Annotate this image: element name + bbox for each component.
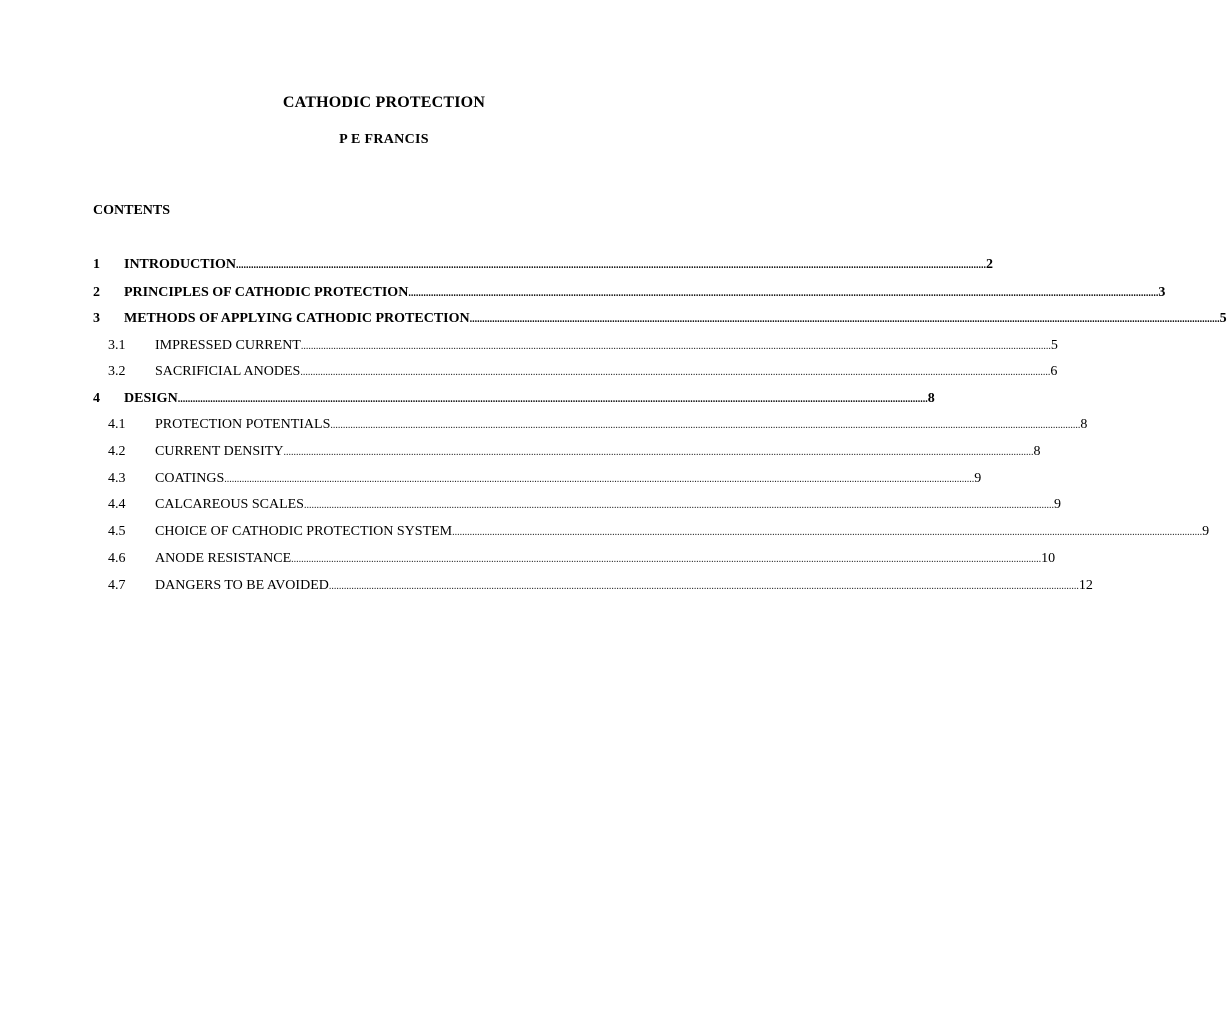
toc-entry[interactable]: [108, 336, 1058, 356]
toc-entry-number: 4.2: [108, 444, 126, 459]
toc-entry-title: IMPRESSED CURRENT: [155, 338, 301, 353]
toc-entry[interactable]: [108, 576, 1093, 596]
toc-entry-page-number: 9: [1053, 497, 1061, 512]
toc-entry[interactable]: [108, 415, 1088, 435]
toc-dot-leader: ............................................................................................................................................................................................................................................................................................................: [291, 554, 1042, 565]
toc-entry-title: PRINCIPLES OF CATHODIC PROTECTION: [124, 285, 409, 300]
toc-entry-page-number: 8: [927, 391, 935, 406]
toc-entry[interactable]: [93, 283, 1166, 303]
toc-dot-leader: ............................................................................................................................................................................................................................................................................................................: [330, 420, 1081, 431]
toc-entry-page-number: 6: [1050, 364, 1058, 379]
toc-entry-number: 4.7: [108, 578, 126, 593]
toc-dot-leader: ............................................................................................................................................................................................................................................................................................................: [236, 260, 987, 271]
toc-entry-title: ANODE RESISTANCE: [155, 551, 292, 566]
toc-entry-page-number: 5: [1050, 338, 1058, 353]
toc-entry[interactable]: [108, 362, 1058, 382]
toc-entry[interactable]: [93, 309, 1227, 329]
toc-dot-leader: ............................................................................................................................................................................................................................................................................................................: [283, 447, 1034, 458]
toc-entry-title: DANGERS TO BE AVOIDED: [155, 578, 329, 593]
toc-entry[interactable]: [108, 495, 1061, 515]
toc-entry-page-number: 9: [974, 471, 982, 486]
toc-entry-title: INTRODUCTION: [124, 257, 237, 272]
toc-entry[interactable]: [108, 549, 1056, 569]
toc-entry-page-number: 8: [1033, 444, 1041, 459]
document-author: P E FRANCIS: [339, 132, 429, 147]
toc-entry-title: CALCAREOUS SCALES: [155, 497, 304, 512]
toc-entry-title: COATINGS: [155, 471, 225, 486]
toc-entry-page-number: 5: [1219, 311, 1227, 326]
toc-entry-number: 3.1: [108, 338, 126, 353]
toc-entry-number: 3.2: [108, 364, 126, 379]
toc-entry-page-number: 3: [1158, 285, 1166, 300]
toc-entry-number: 4.4: [108, 497, 126, 512]
toc-entry-number: 4.3: [108, 471, 126, 486]
toc-entry-page-number: 9: [1202, 524, 1210, 539]
toc-entry-page-number: 10: [1041, 551, 1056, 566]
toc-entry-number: 4.1: [108, 417, 126, 432]
toc-entry[interactable]: [108, 442, 1041, 462]
toc-dot-leader: ............................................................................................................................................................................................................................................................................................................: [224, 474, 975, 485]
toc-entry-number: 3: [93, 311, 100, 326]
toc-dot-leader: ............................................................................................................................................................................................................................................................................................................: [303, 500, 1054, 511]
document-title: CATHODIC PROTECTION: [282, 94, 486, 111]
toc-entry-number: 4.6: [108, 551, 126, 566]
toc-entry-number: 4.5: [108, 524, 126, 539]
toc-entry-title: PROTECTION POTENTIALS: [155, 417, 331, 432]
toc-entry[interactable]: [93, 389, 935, 409]
toc-entry-number: 2: [93, 285, 100, 300]
toc-dot-leader: ............................................................................................................................................................................................................................................................................................................: [300, 367, 1051, 378]
toc-entry[interactable]: [108, 469, 982, 489]
toc-entry-title: CHOICE OF CATHODIC PROTECTION SYSTEM: [155, 524, 453, 539]
toc-dot-leader: ............................................................................................................................................................................................................................................................................................................: [328, 581, 1079, 592]
toc-dot-leader: ............................................................................................................................................................................................................................................................................................................: [452, 527, 1203, 538]
toc-entry-title: SACRIFICIAL ANODES: [155, 364, 301, 379]
toc-entry-number: 4: [93, 391, 100, 406]
toc-entry[interactable]: [108, 522, 1210, 542]
toc-entry[interactable]: [93, 255, 994, 275]
toc-dot-leader: ............................................................................................................................................................................................................................................................................................................: [469, 314, 1220, 325]
toc-entry-title: METHODS OF APPLYING CATHODIC PROTECTION: [124, 311, 470, 326]
toc-entry-number: 1: [93, 257, 100, 272]
toc-entry-page-number: 2: [986, 257, 994, 272]
toc-entry-title: DESIGN: [124, 391, 178, 406]
toc-dot-leader: ............................................................................................................................................................................................................................................................................................................: [177, 394, 928, 405]
toc-dot-leader: ............................................................................................................................................................................................................................................................................................................: [408, 288, 1159, 299]
toc-entry-page-number: 12: [1078, 578, 1093, 593]
toc-dot-leader: ............................................................................................................................................................................................................................................................................................................: [300, 341, 1051, 352]
toc-entry-title: CURRENT DENSITY: [155, 444, 284, 459]
toc-entry-page-number: 8: [1080, 417, 1088, 432]
contents-heading: CONTENTS: [93, 203, 171, 218]
